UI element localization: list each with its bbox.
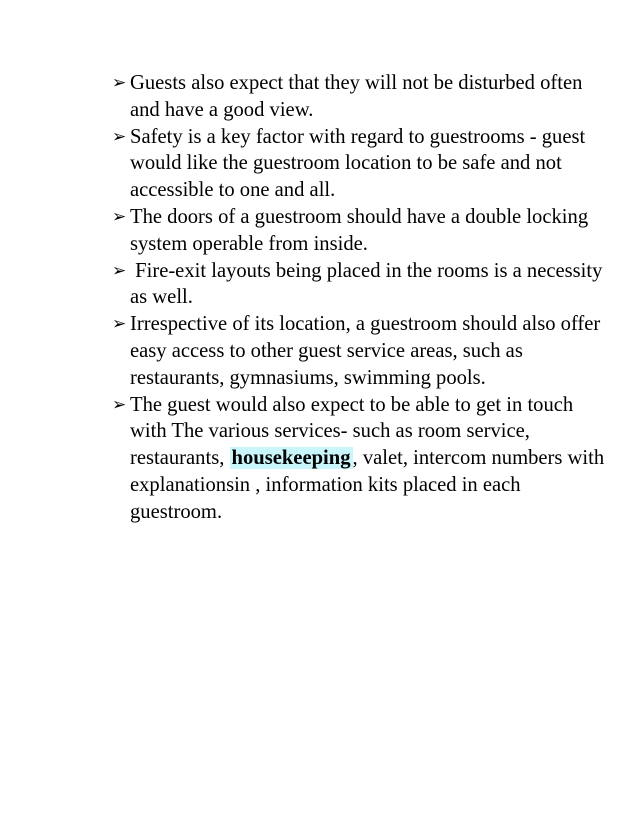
bullet-text: Fire-exit layouts being placed in the rooms is a necessity as well. [130, 259, 608, 309]
arrow-bullet-icon: ➢ [112, 394, 127, 415]
bullet-list [112, 70, 612, 526]
arrow-bullet-icon: ➢ [112, 73, 127, 93]
bullet-text-after: , valet, intercom numbers with explanationsin , information kits placed in each guestroom. [130, 447, 605, 523]
arrow-bullet-icon: ➢ [112, 314, 127, 335]
bullet-text: The doors of a guestroom should have a double locking system operable from inside. [130, 205, 589, 255]
bullet-text: Safety is a key factor with regard to guestrooms - guest would like the guestroom location to be safe and not accessible to one and all. [130, 125, 586, 202]
bullet-item-location-access [112, 311, 612, 391]
bullet-item-fire-exit [112, 258, 612, 312]
bullet-item-services [112, 392, 612, 526]
arrow-bullet-icon: ➢ [112, 260, 127, 281]
bullet-text-before: The guest would also expect to be able to get in touch with The various services- such as room service, restaurants, [130, 393, 574, 470]
bullet-item-door-locks [112, 204, 612, 258]
bullet-item-guests-expectation [112, 70, 612, 124]
bullet-text: Irrespective of its location, a guestroom should also offer easy access to other guest service areas, such as restaurants, gymnasiums, swimming pools. [130, 313, 601, 389]
bullet-text: Guests also expect that they will not be disturbed often and have a good view. [130, 72, 583, 121]
bullet-item-safety [112, 124, 612, 204]
arrow-bullet-icon: ➢ [112, 126, 127, 147]
highlighted-term-housekeeping: housekeeping [231, 447, 351, 470]
arrow-bullet-icon: ➢ [112, 206, 127, 227]
